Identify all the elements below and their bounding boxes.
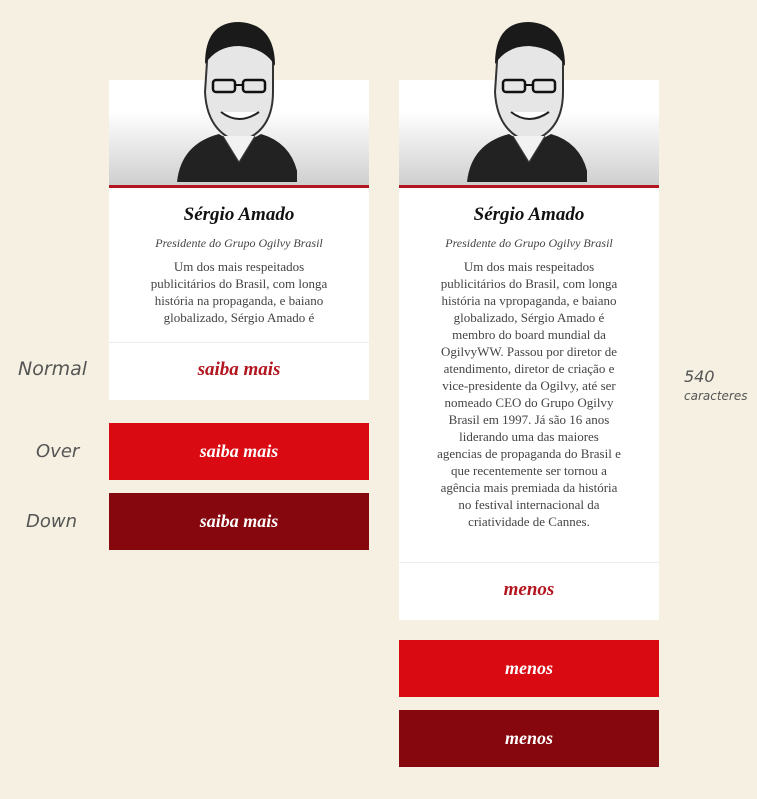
profile-role: Presidente do Grupo Ogilvy Brasil [445,236,613,250]
bio-line: globalizado, Sérgio Amado é [163,310,315,325]
divider [109,342,369,343]
saiba-mais-button-over[interactable]: saiba mais [109,423,369,480]
profile-role: Presidente do Grupo Ogilvy Brasil [155,236,323,250]
portrait-image [177,22,297,182]
bio-line: história na propaganda, e baiano [154,293,324,308]
menos-button-down[interactable]: menos [399,710,659,767]
bio-line: vice-presidente da Ogilvy, até ser [442,378,616,393]
profile-bio [427,258,631,530]
portrait-image [467,22,587,182]
state-label-down: Down [26,511,78,532]
saiba-mais-button-down[interactable]: saiba mais [109,493,369,550]
bio-line: liderando uma das maiores [459,429,599,444]
menos-button[interactable]: menos [503,579,555,600]
bio-line: atendimento, diretor de criação e [443,361,615,376]
character-count: 540 [684,367,715,386]
bio-line: publicitários do Brasil, com longa [440,276,618,291]
bio-line: que recentemente ser tornou a [451,463,607,478]
profile-card-collapsed [109,80,369,400]
bio-line: globalizado, Sérgio Amado é [453,310,605,325]
profile-name: Sérgio Amado [183,204,295,225]
bio-line: no festival internacional da [458,497,600,512]
bio-line: Um dos mais respeitados [173,259,305,274]
bio-line: criatividade de Cannes. [468,514,590,529]
state-label-over: Over [36,441,80,462]
menos-button-over[interactable]: menos [399,640,659,697]
bio-line: Brasil em 1997. Já são 16 anos [448,412,610,427]
bio-line: história na vpropaganda, e baiano [441,293,617,308]
bio-line: membro do board mundial da [452,327,606,342]
state-label-normal: Normal [18,358,88,380]
saiba-mais-button[interactable]: saiba mais [197,359,281,380]
bio-line: agencias de propaganda do Brasil e [437,446,621,461]
bio-line: nomeado CEO do Grupo Ogilvy [444,395,614,410]
bio-line: OgilvyWW. Passou por diretor de [440,344,618,359]
profile-bio [137,258,341,326]
profile-card-expanded [399,80,659,620]
divider [399,562,659,563]
bio-line: agência mais premiada da história [440,480,618,495]
character-count-unit: caracteres [684,389,748,403]
bio-line: Um dos mais respeitados [463,259,595,274]
bio-line: publicitários do Brasil, com longa [150,276,328,291]
profile-name: Sérgio Amado [473,204,585,225]
